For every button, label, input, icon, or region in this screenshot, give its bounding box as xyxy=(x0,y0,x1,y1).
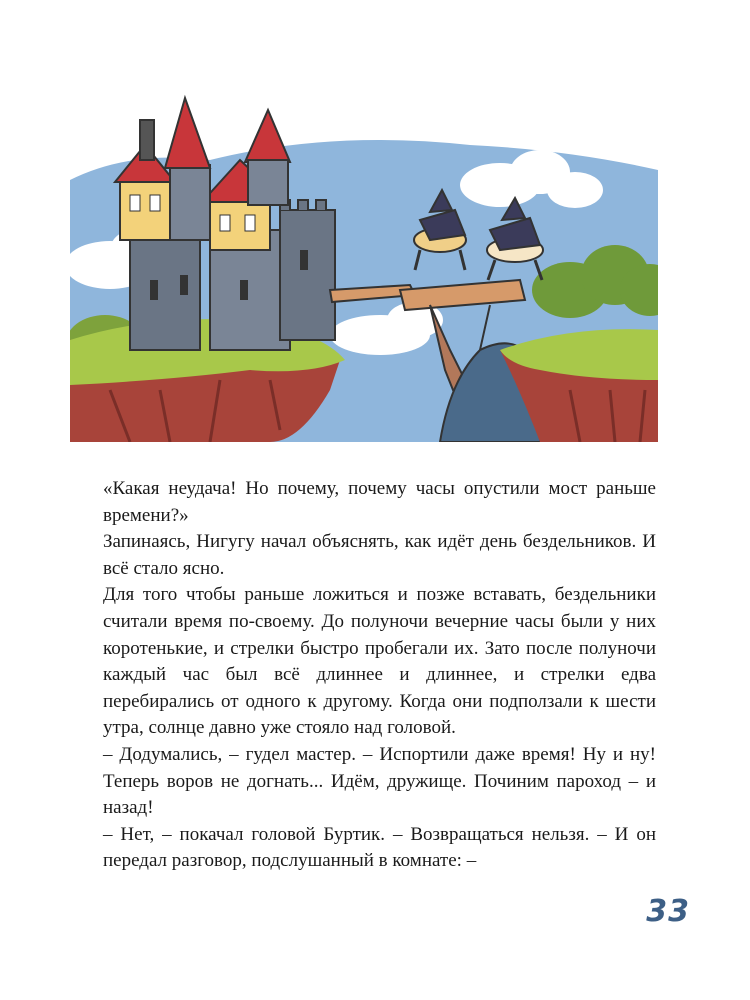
page-number: 33 xyxy=(646,894,690,929)
paragraph: Запинаясь, Нигугу начал объяснять, как идёт день бездельников. И всё стало ясно. xyxy=(103,531,656,579)
paragraph: – Додумались, – гудел мастер. – Испортили даже время! Ну и ну! Теперь воров не догнать... Идём, дружище. Починим пароход – и назад! xyxy=(103,743,656,819)
body-text xyxy=(103,476,656,875)
paragraph: – Нет, – покачал головой Буртик. – Возвращаться нельзя. – И он передал разговор, подслушанный в комнате: – xyxy=(103,823,656,872)
paragraph: Для того чтобы раньше ложиться и позже вставать, бездельники считали время по-своему. До полуночи вечерние часы были у них коротенькие, и стрелки быстро пробегали их. Зато после полуночи каждый час был всё длиннее и длиннее, и стрелки едва перебирались от одного к другому. Когда они подползали к шести утра, солнце давно уже стояло над головой. xyxy=(103,584,656,739)
castle-bridge-illustration xyxy=(70,90,658,442)
paragraph: «Какая неудача! Но почему, почему часы опустили мост раньше времени?» xyxy=(103,478,656,526)
